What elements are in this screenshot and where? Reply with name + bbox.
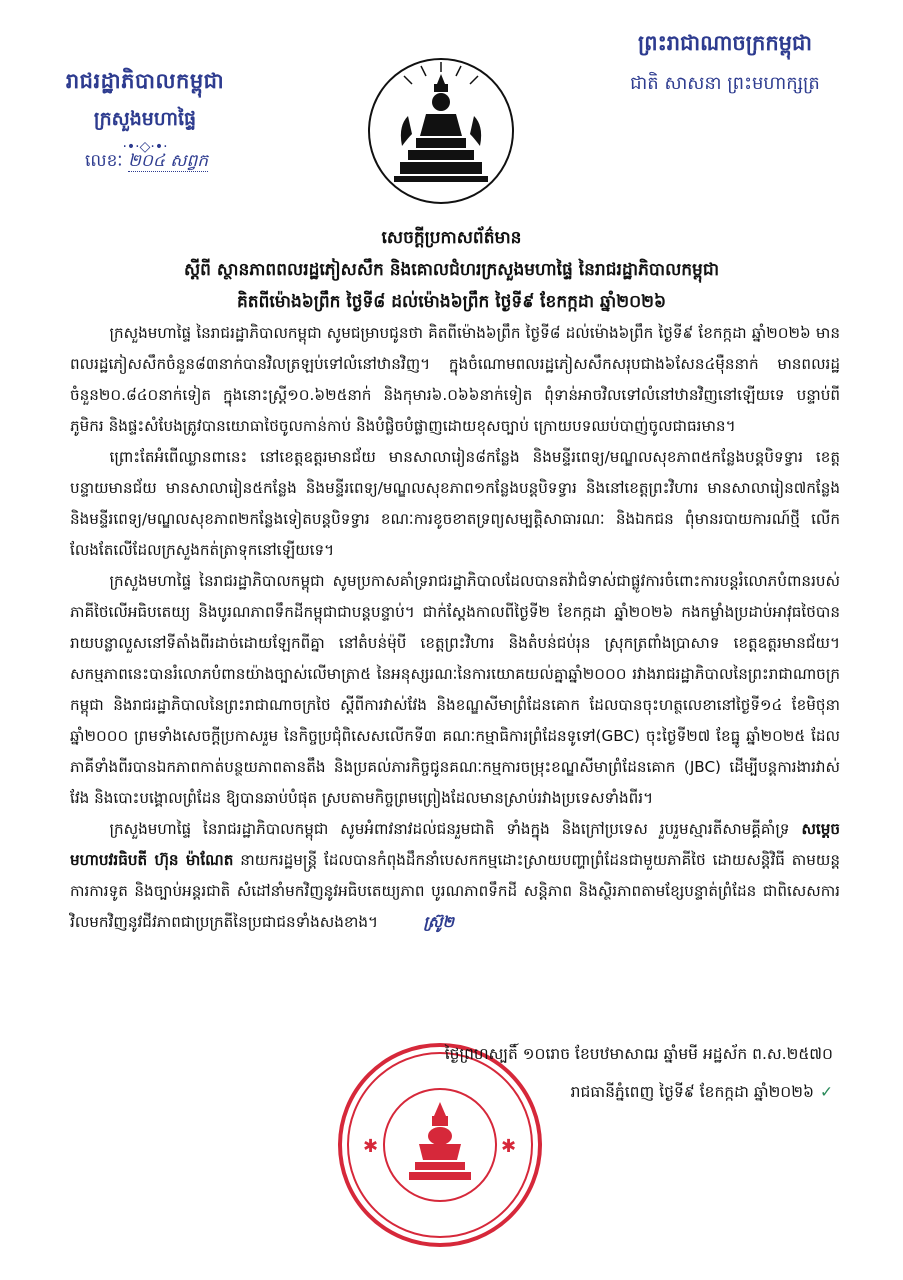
announcement-title — [50, 222, 853, 318]
paragraph-2: ព្រោះតែអំពើឈ្លានពានេះ នៅខេត្តឧត្តរមានជ័យ មានសាលារៀន៨កន្លែង និងមន្ទីរពេទ្យ/មណ្ឌលសុខភាព៥កន្លែងបន្តបិទទ្វារ ខេត្តបន្ទាយមានជ័យ មានសាលារៀន៥កន្លែង និងមន្ទីរពេទ្យ/មណ្ឌលសុខភាព១កន្លែងបន្តបិទទ្វារ និងនៅខេត្តព្រះវិហារ មានសាលារៀន៧កន្លែង និងមន្ទីរពេទ្យ/មណ្ឌលសុខភាព២កន្លែងទៀតបន្តបិទទ្វារ ខណៈការខូចខាតទ្រព្យសម្បត្តិសាធារណៈ និងឯកជន ពុំមានរបាយការណ៍ថ្មី លើកលែងតែលើដែលក្រសួងកត់ត្រាទុកនៅឡើយទេ។ — [70, 448, 840, 559]
kingdom-name: ព្រះរាជាណាចក្រកម្ពុជា — [637, 31, 812, 55]
paragraph-4 — [70, 814, 840, 938]
initial-signature: ស្រ៊ូ២ — [423, 913, 454, 931]
prime-minister-name: សម្ដេចមហាបវរធិបតី ហ៊ុន ម៉ាណែត — [70, 820, 840, 869]
national-motto: ជាតិ សាសនា ព្រះមហាក្សត្រ — [630, 73, 820, 94]
paragraph-4-rest: នាយករដ្ឋមន្ត្រី ដែលបានកំពុងដឹកនាំបេសកកម្មដោះស្រាយបញ្ហាព្រំដែនជាមួយភាគីថៃ ដោយសន្តិវិធី តាមយន្តការការទូត និងច្បាប់អន្តរជាតិ សំដៅនាំមកវិញនូវអធិបតេយ្យភាព បូរណភាពទឹកដី សន្តិភាព និងស្ថិរភាពតាមខ្សែបន្ទាត់ព្រំដែន ជាពិសេសការវិលមកវិញនូវជីវភាពជាប្រក្រតីនៃប្រជាជនទាំងសងខាង។ — [70, 851, 840, 931]
lunar-date: ថ្ងៃព្រហស្បតិ៍ ១០រោច ខែបឋមាសាឍ ឆ្នាំមមី អដ្ឋស័ក ព.ស.២៥៧០ — [444, 1045, 833, 1063]
title-line-1: សេចក្ដីប្រកាសព័ត៌មាន — [381, 228, 522, 248]
title-line-2: ស្ដីពី ស្ថានភាពពលរដ្ឋភៀសសឹក និងគោលជំហរក្រសួងមហាផ្ទៃ នៃរាជរដ្ឋាភិបាលកម្ពុជា — [183, 260, 720, 280]
ministry-header — [40, 68, 250, 155]
place-date-text: រាជធានីភ្នំពេញ ថ្ងៃទី៩ ខែកក្កដា ឆ្នាំ២០២៦ — [570, 1083, 814, 1101]
ornament-divider: ·•·◇·•· — [122, 139, 168, 155]
ministry-seal-icon — [335, 1040, 545, 1250]
place-date — [571, 1082, 833, 1105]
government-name: រាជរដ្ឋាភិបាលកម្ពុជា — [65, 69, 225, 93]
paragraph-3: ក្រសួងមហាផ្ទៃ នៃរាជរដ្ឋាភិបាលកម្ពុជា សូមប្រកាសគាំទ្ររាជរដ្ឋាភិបាលដែលបានតវ៉ាជំទាស់ជាផ្លូវការចំពោះការបន្តរំលោភបំពានរបស់ភាគីថៃលើអធិបតេយ្យ និងបូរណភាពទឹកដីកម្ពុជាជាបន្តបន្ទាប់។ ជាក់ស្ដែងកាលពីថ្ងៃទី២ ខែកក្កដា ឆ្នាំ២០២៦ កងកម្លាំងប្រដាប់អាវុធថៃបានរាយបន្លាលួសនៅទីតាំងពីរដាច់ដោយឡែកពីគ្នា នៅតំបន់ម៉ុបី ខេត្តព្រះវិហារ និងតំបន់ជប់រុន ស្រុកត្រពាំងប្រាសាទ ខេត្តឧត្តរមានជ័យ។ សកម្មភាពនេះបានរំលោភបំពានយ៉ាងច្បាស់លើមាត្រា៥ នៃអនុស្សរណៈនៃការយោគយល់គ្នាឆ្នាំ២០០០ រវាងរាជរដ្ឋាភិបាលនៃព្រះរាជាណាចក្រកម្ពុជា និងរាជរដ្ឋាភិបាលនៃព្រះរាជាណាចក្រថៃ ស្ដីពីការវាស់វែង និងខណ្ឌសីមាព្រំដែនគោក ដែលបានចុះហត្ថលេខានៅថ្ងៃទី១៤ ខែមិថុនា ឆ្នាំ២០០០ ព្រមទាំងសេចក្ដីប្រកាសរួម នៃកិច្ចប្រជុំពិសេសលើកទី៣ គណៈកម្មាធិការព្រំដែនទូទៅ(GBC) ចុះថ្ងៃទី២៧ ខែធ្នូ ឆ្នាំ២០២៥ ដែលភាគីទាំងពីរបានឯកភាពកាត់បន្ថយភាពតានតឹង និងប្រគល់ភារកិច្ចជូនគណៈកម្មការចម្រុះខណ្ឌសីមាព្រំដែនគោក (JBC) ដើម្បីបន្តការងារវាស់វែង និងបោះបង្គោលព្រំដែន ឱ្យបានឆាប់បំផុត ស្របតាមកិច្ចព្រមព្រៀងដែលមានស្រាប់រវាងប្រទេសទាំងពីរ។ — [70, 572, 840, 807]
ministry-name: ក្រសួងមហាផ្ទៃ — [93, 108, 197, 130]
paragraph-4-intro: ក្រសួងមហាផ្ទៃ នៃរាជរដ្ឋាភិបាលកម្ពុជា សូមអំពាវនាវដល់ជនរួមជាតិ ទាំងក្នុង និងក្រៅប្រទេស រួបរួមស្មារតីសាមគ្គីគាំទ្រ — [109, 820, 802, 838]
svg-text:✱: ✱ — [363, 1136, 379, 1157]
kingdom-header — [595, 30, 855, 98]
check-mark-icon: ✓ — [820, 1083, 833, 1101]
announcement-body — [70, 318, 840, 938]
paragraph-1: ក្រសួងមហាផ្ទៃ នៃរាជរដ្ឋាភិបាលកម្ពុជា សូមជម្រាបជូនថា គិតពីម៉ោង៦ព្រឹក ថ្ងៃទី៨ ដល់ម៉ោង៦ព្រឹក ថ្ងៃទី៩ ខែកក្កដា ឆ្នាំ២០២៦ មានពលរដ្ឋភៀសសឹកចំនួន៨៣នាក់បានវិលត្រឡប់ទៅលំនៅឋានវិញ។ ក្នុងចំណោមពលរដ្ឋភៀសសឹកសរុបជាង៦សែន៤ម៉ឺននាក់ មានពលរដ្ឋចំនួន២០.៨៤០នាក់ទៀត ក្នុងនោះស្ត្រី១០.៦២៥នាក់ និងកុមារ៦.០៦៦នាក់ទៀត ពុំទាន់អាចវិលទៅលំនៅឋានវិញនៅឡើយទេ បន្ទាប់ពីភូមិករ និងផ្ទះសំបែងត្រូវបានយោធាថៃចូលកាន់កាប់ និងបំផ្លិចបំផ្លាញដោយខុសច្បាប់ ក្រោយបទឈប់បាញ់ចូលជាធរមាន។ — [70, 324, 840, 435]
title-line-3: គិតពីម៉ោង៦ព្រឹក ថ្ងៃទី៨ ដល់ម៉ោង៦ព្រឹក ថ្ងៃទី៩ ខែកក្កដា ឆ្នាំ២០២៦ — [236, 292, 667, 312]
svg-text:✱: ✱ — [501, 1136, 517, 1157]
royal-emblem-icon — [366, 56, 516, 206]
reference-number — [85, 150, 208, 175]
ref-label: លេខៈ — [85, 151, 123, 171]
ref-value: ២០៤ សព្វក — [127, 151, 209, 171]
